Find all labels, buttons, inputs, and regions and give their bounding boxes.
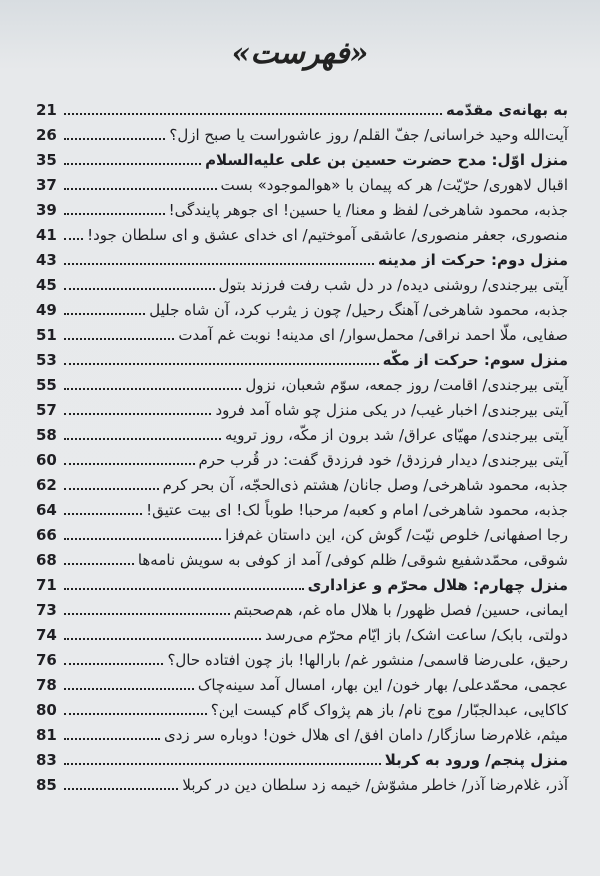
dot-leader — [64, 738, 160, 740]
section-title: به بهانه‌ی مقدّمه — [446, 101, 568, 119]
dot-leader — [64, 238, 83, 240]
toc-entry-row — [36, 695, 568, 720]
page-number: 58 — [36, 426, 57, 444]
toc-section-row — [36, 245, 568, 270]
toc-entry-row — [36, 720, 568, 745]
toc-entry-row — [36, 620, 568, 645]
toc-entry-row — [36, 520, 568, 545]
dot-leader — [64, 788, 178, 790]
page-number: 21 — [36, 101, 57, 119]
entry-title: آیتی بیرجندی/ مهیّای عراق/ شد برون از مکّه، روز ترویه — [224, 426, 568, 444]
page-number: 35 — [36, 151, 57, 169]
dot-leader — [64, 188, 217, 190]
toc-entry-row — [36, 120, 568, 145]
toc-entry-row — [36, 295, 568, 320]
toc-entry-row — [36, 195, 568, 220]
toc-entry-row — [36, 545, 568, 570]
dot-leader — [64, 538, 221, 540]
dot-leader — [64, 313, 145, 315]
dot-leader — [64, 288, 215, 290]
dot-leader — [64, 688, 194, 690]
page-number: 26 — [36, 126, 57, 144]
dot-leader — [64, 663, 163, 665]
entry-title: جذبه، محمود شاهرخی/ امام و کعبه/ مرحبا! طوباً لک! ای بیت عتیق! — [146, 501, 568, 519]
toc-entry-row — [36, 170, 568, 195]
entry-title: رجا اصفهانی/ خلوص نیّت/ گوش کن، این داستان غم‌فزا — [225, 526, 568, 544]
page-number: 81 — [36, 726, 57, 744]
section-title: منزل سوم: حرکت از مکّه — [382, 351, 568, 369]
page-number: 51 — [36, 326, 57, 344]
entry-title: آیت‌الله وحید خراسانی/ جفّ القلم/ روز عاشوراست یا صبح ازل؟ — [169, 126, 568, 144]
section-title: منزل پنجم/ ورود به کربلا — [384, 751, 568, 769]
section-title: منزل چهارم: هلال محرّم و عزاداری — [307, 576, 568, 594]
page-number: 60 — [36, 451, 57, 469]
dot-leader — [64, 438, 221, 440]
entry-title: منصوری، جعفر منصوری/ عاشقی آموختیم/ ای خدای عشق و ای سلطان جود! — [87, 226, 568, 244]
dot-leader — [64, 513, 142, 515]
toc-entry-row — [36, 420, 568, 445]
toc-section-row — [36, 570, 568, 595]
page-number: 37 — [36, 176, 57, 194]
entry-title: اقبال لاهوری/ حرّیّت/ هر که پیمان با «هوالموجود» بست — [220, 176, 568, 194]
page-number: 68 — [36, 551, 57, 569]
page-number: 73 — [36, 601, 57, 619]
entry-title: دولتی، بابک/ ساعت اشک/ باز ایّام محرّم می‌رسد — [265, 626, 568, 644]
page-number: 78 — [36, 676, 57, 694]
page-number: 71 — [36, 576, 57, 594]
entry-title: میثم، غلام‌رضا سازگار/ دامان افق/ ای هلال خون! دوباره سر زدی — [164, 726, 568, 744]
entry-title: شوقی، محمّدشفیع شوقی/ ظلم کوفی/ آمد از کوفی به سویش نامه‌ها — [137, 551, 568, 569]
page-number: 41 — [36, 226, 57, 244]
dot-leader — [64, 638, 261, 640]
entry-title: آیتی بیرجندی/ اقامت/ روز جمعه، سوّم شعبان، نزول — [245, 376, 568, 394]
toc-section-row — [36, 95, 568, 120]
dot-leader — [64, 463, 195, 465]
page-number: 66 — [36, 526, 57, 544]
dot-leader — [64, 763, 381, 765]
toc-section-row — [36, 345, 568, 370]
toc-section-row — [36, 145, 568, 170]
toc-entry-row — [36, 220, 568, 245]
page-number: 39 — [36, 201, 57, 219]
toc-entry-row — [36, 445, 568, 470]
toc-entry-row — [36, 395, 568, 420]
toc-entry-row — [36, 270, 568, 295]
page-number: 57 — [36, 401, 57, 419]
entry-title: جذبه، محمود شاهرخی/ وصل جانان/ هشتم ذی‌الحجّه، آن بحر کرم — [162, 476, 568, 494]
table-of-contents — [36, 95, 568, 795]
dot-leader — [64, 413, 211, 415]
dot-leader — [64, 163, 201, 165]
page-number: 74 — [36, 626, 57, 644]
dot-leader — [64, 263, 374, 265]
page-number: 53 — [36, 351, 57, 369]
page-number: 45 — [36, 276, 57, 294]
page-number: 55 — [36, 376, 57, 394]
entry-title: آذر، غلام‌رضا آذر/ خاطر مشوّش/ خیمه زد سلطان دین در کربلا — [182, 776, 568, 794]
entry-title: جذبه، محمود شاهرخی/ آهنگ رحیل/ چون ز یثرب کرد، آن شاه جلیل — [149, 301, 568, 319]
entry-title: آیتی بیرجندی/ اخبار غیب/ در یکی منزل چو شاه آمد فرود — [215, 401, 568, 419]
dot-leader — [64, 138, 165, 140]
dot-leader — [64, 713, 207, 715]
section-title: منزل اوّل: مدح حضرت حسین بن علی علیه‌السلام — [205, 151, 568, 169]
entry-title: عجمی، محمّدعلی/ بهار خون/ این بهار، امسال آمد سینه‌چاک — [197, 676, 568, 694]
dot-leader — [64, 588, 304, 590]
dot-leader — [64, 113, 442, 115]
toc-entry-row — [36, 770, 568, 795]
page-number: 83 — [36, 751, 57, 769]
page-title: «فهرست» — [231, 36, 369, 71]
page-number: 43 — [36, 251, 57, 269]
toc-section-row — [36, 745, 568, 770]
toc-entry-row — [36, 320, 568, 345]
entry-title: جذبه، محمود شاهرخی/ لفظ و معنا/ یا حسین! ای جوهر پایندگی! — [168, 201, 568, 219]
entry-title: آیتی بیرجندی/ روشنی دیده/ در دل شب رفت فرزند بتول — [218, 276, 568, 294]
dot-leader — [64, 388, 241, 390]
entry-title: رحیق، علی‌رضا قاسمی/ منشور غم/ بارالها! باز چون افتاده حال؟ — [167, 651, 568, 669]
page-number: 64 — [36, 501, 57, 519]
dot-leader — [64, 613, 230, 615]
dot-leader — [64, 213, 165, 215]
entry-title: کاکایی، عبدالجبّار/ موج نام/ باز هم پژواک گام کیست این؟ — [210, 701, 568, 719]
entry-title: آیتی بیرجندی/ دیدار فرزدق/ خود فرزدق گفت: در قُرب حرم — [198, 451, 568, 469]
toc-entry-row — [36, 645, 568, 670]
toc-entry-row — [36, 370, 568, 395]
toc-entry-row — [36, 595, 568, 620]
dot-leader — [64, 563, 134, 565]
entry-title: صفایی، ملّا احمد نراقی/ محمل‌سوار/ ای مدینه! نوبت غم آمدت — [178, 326, 568, 344]
dot-leader — [64, 338, 174, 340]
toc-entry-row — [36, 495, 568, 520]
dot-leader — [64, 363, 379, 365]
page-number: 62 — [36, 476, 57, 494]
toc-entry-row — [36, 470, 568, 495]
section-title: منزل دوم: حرکت از مدینه — [378, 251, 568, 269]
page-number: 80 — [36, 701, 57, 719]
page-number: 49 — [36, 301, 57, 319]
page-number: 76 — [36, 651, 57, 669]
page-number: 85 — [36, 776, 57, 794]
dot-leader — [64, 488, 159, 490]
entry-title: ایمانی، حسین/ فصل ظهور/ با هلال ماه غم، هم‌صحبتم — [233, 601, 568, 619]
toc-entry-row — [36, 670, 568, 695]
